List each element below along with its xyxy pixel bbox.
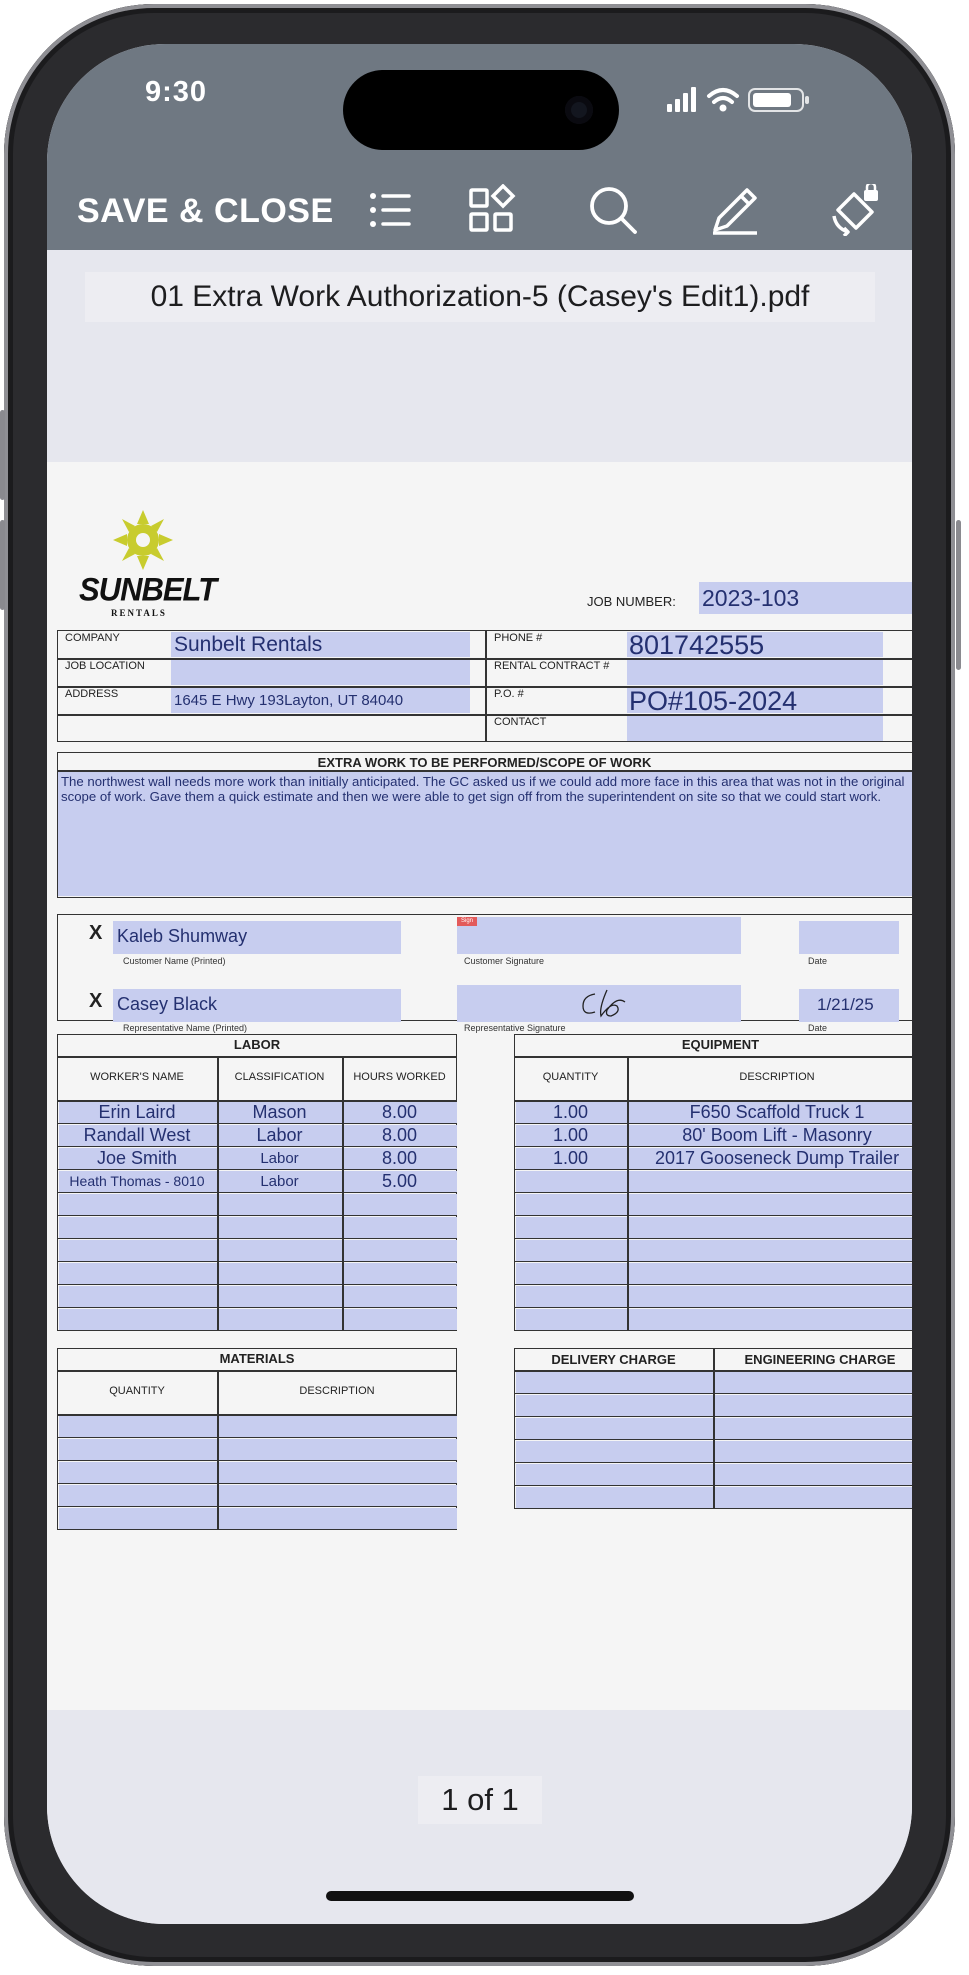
company-value: Sunbelt Rentals	[174, 633, 323, 656]
labor-cell-field[interactable]	[59, 1263, 218, 1285]
grid-add-icon[interactable]	[467, 184, 519, 236]
document-filename: 01 Extra Work Authorization-5 (Casey's Edit1).pdf	[85, 272, 875, 322]
labor-cell: Labor	[260, 1150, 299, 1167]
labor-cell: 8.00	[381, 1102, 418, 1122]
job-location-label: JOB LOCATION	[65, 660, 145, 672]
pencil-icon[interactable]	[709, 184, 761, 236]
labor-cell-field[interactable]	[59, 1286, 218, 1308]
equipment-cell-field[interactable]	[516, 1263, 628, 1285]
charges-cell-field[interactable]	[715, 1464, 913, 1486]
equipment-col-header: DESCRIPTION	[739, 1071, 815, 1083]
customer-x-mark: X	[89, 922, 103, 944]
labor-cell: Joe Smith	[96, 1148, 178, 1168]
power-button	[956, 520, 961, 670]
materials-cell-field[interactable]	[59, 1508, 218, 1530]
status-icons	[663, 84, 813, 114]
phone-value: 801742555	[629, 630, 765, 660]
customer-date-label: Date	[808, 956, 828, 966]
rep-name-value: Casey Black	[117, 994, 218, 1014]
charges-cell-field[interactable]	[516, 1395, 714, 1417]
materials-cell-field[interactable]	[59, 1439, 218, 1461]
equipment-cell-field[interactable]	[516, 1194, 628, 1216]
equipment-cell-field[interactable]	[516, 1240, 628, 1262]
labor-cell-field[interactable]	[219, 1286, 343, 1308]
equipment-cell-field[interactable]	[629, 1240, 913, 1262]
equipment-title: EQUIPMENT	[681, 1037, 760, 1052]
customer-date-field[interactable]	[799, 921, 899, 954]
equipment-cell-field[interactable]	[629, 1194, 913, 1216]
contact-field[interactable]	[627, 716, 883, 741]
labor-cell-field[interactable]	[219, 1240, 343, 1262]
save-close-button[interactable]: SAVE & CLOSE	[77, 192, 334, 230]
labor-cell: 5.00	[381, 1171, 418, 1191]
table-row-line	[514, 1330, 912, 1331]
equipment-cell: 1.00	[552, 1148, 589, 1168]
job-number-value: 2023-103	[702, 585, 800, 611]
equipment-cell: 80' Boom Lift - Masonry	[682, 1125, 872, 1145]
charges-cell-field[interactable]	[516, 1487, 714, 1509]
labor-cell-field[interactable]	[344, 1263, 458, 1285]
labor-cell: Labor	[260, 1173, 299, 1190]
materials-cell-field[interactable]	[59, 1462, 218, 1484]
charges-cell-field[interactable]	[715, 1418, 913, 1440]
labor-cell-field[interactable]	[59, 1309, 218, 1331]
labor-cell: Mason	[252, 1102, 307, 1122]
volume-up-button	[0, 410, 5, 500]
job-location-field[interactable]	[171, 660, 470, 685]
labor-cell-field[interactable]	[344, 1217, 458, 1239]
divider	[485, 630, 487, 742]
scope-title: EXTRA WORK TO BE PERFORMED/SCOPE OF WORK	[317, 755, 652, 770]
search-icon[interactable]	[587, 184, 639, 236]
screen	[47, 44, 912, 1924]
customer-signature-field[interactable]	[457, 917, 741, 954]
charges-cell-field[interactable]	[715, 1487, 913, 1509]
rep-signature-label: Representative Signature	[464, 1023, 566, 1033]
materials-cell-field[interactable]	[219, 1508, 458, 1530]
charges-cell-field[interactable]	[516, 1372, 714, 1394]
logo-wordmark: SUNBELT	[79, 571, 217, 608]
document-header	[47, 250, 912, 462]
labor-col-header: HOURS WORKED	[353, 1071, 446, 1083]
charges-cell-field[interactable]	[516, 1418, 714, 1440]
materials-cell-field[interactable]	[219, 1462, 458, 1484]
equipment-cell-field[interactable]	[629, 1286, 913, 1308]
divider	[57, 1056, 457, 1058]
charges-col-header: ENGINEERING CHARGE	[744, 1352, 896, 1367]
pdf-page	[47, 462, 912, 1710]
labor-cell-field[interactable]	[59, 1217, 218, 1239]
materials-title: MATERIALS	[219, 1351, 295, 1366]
labor-cell: 8.00	[381, 1125, 418, 1145]
rep-date-label: Date	[808, 1023, 828, 1033]
customer-signature-label: Customer Signature	[464, 956, 545, 966]
materials-col-header: DESCRIPTION	[299, 1385, 375, 1397]
camera-icon	[565, 96, 593, 124]
rep-x-mark: X	[89, 990, 103, 1012]
charges-cell-field[interactable]	[715, 1372, 913, 1394]
po-value: PO#105-2024	[629, 686, 798, 716]
labor-cell-field[interactable]	[344, 1286, 458, 1308]
labor-cell: Heath Thomas - 8010	[69, 1173, 205, 1189]
charges-cell-field[interactable]	[715, 1441, 913, 1463]
page-indicator: 1 of 1	[418, 1776, 542, 1824]
equipment-cell: F650 Scaffold Truck 1	[689, 1102, 865, 1122]
rep-name-label: Representative Name (Printed)	[123, 1023, 248, 1033]
divider	[514, 1056, 912, 1058]
labor-cell: Labor	[256, 1125, 303, 1145]
equipment-cell-field[interactable]	[516, 1171, 628, 1193]
volume-down-button	[0, 520, 5, 610]
rental-contract-field[interactable]	[627, 660, 883, 685]
labor-col-header: CLASSIFICATION	[234, 1071, 325, 1083]
signal-icon	[667, 87, 696, 112]
equipment-col-header: QUANTITY	[542, 1071, 599, 1083]
wifi-icon	[709, 90, 737, 102]
rotate-lock-icon[interactable]	[830, 184, 882, 236]
labor-cell-field[interactable]	[344, 1240, 458, 1262]
materials-cell-field[interactable]	[219, 1416, 458, 1438]
labor-cell-field[interactable]	[219, 1263, 343, 1285]
materials-cell-field[interactable]	[59, 1416, 218, 1438]
job-number-label: JOB NUMBER:	[587, 594, 676, 609]
dynamic-island	[343, 70, 619, 150]
equipment-cell: 2017 Gooseneck Dump Trailer	[654, 1148, 900, 1168]
labor-cell-field[interactable]	[59, 1240, 218, 1262]
labor-title: LABOR	[233, 1037, 281, 1052]
labor-cell: Erin Laird	[98, 1102, 176, 1122]
materials-cell-field[interactable]	[219, 1485, 458, 1507]
materials-cell-field[interactable]	[219, 1439, 458, 1461]
labor-cell-field[interactable]	[219, 1194, 343, 1216]
signature-image	[577, 986, 637, 1022]
table-row-line	[514, 1508, 912, 1509]
equipment-cell-field[interactable]	[629, 1171, 913, 1193]
equipment-cell-field[interactable]	[629, 1309, 913, 1331]
equipment-cell: 1.00	[552, 1102, 589, 1122]
customer-name-value: Kaleb Shumway	[117, 926, 248, 946]
phone-label: PHONE #	[494, 632, 543, 644]
battery-icon	[749, 89, 809, 111]
company-label: COMPANY	[65, 632, 120, 644]
table-row-line	[57, 1330, 457, 1331]
po-label: P.O. #	[494, 688, 524, 700]
customer-name-label: Customer Name (Printed)	[123, 956, 226, 966]
page-footer	[47, 1710, 912, 1924]
charges-cell-field[interactable]	[715, 1395, 913, 1417]
labor-cell-field[interactable]	[219, 1309, 343, 1331]
charges-cell-field[interactable]	[516, 1464, 714, 1486]
divider	[57, 1370, 457, 1372]
table-row-line	[57, 1529, 457, 1530]
logo-subtitle: RENTALS	[111, 608, 167, 618]
labor-cell-field[interactable]	[219, 1217, 343, 1239]
equipment-cell-field[interactable]	[516, 1309, 628, 1331]
labor-col-header: WORKER'S NAME	[90, 1071, 184, 1083]
labor-cell-field[interactable]	[344, 1194, 458, 1216]
materials-cell-field[interactable]	[59, 1485, 218, 1507]
equipment-cell-field[interactable]	[629, 1263, 913, 1285]
charges-col-header: DELIVERY CHARGE	[551, 1352, 676, 1367]
materials-col-header: QUANTITY	[109, 1385, 165, 1397]
labor-cell-field[interactable]	[344, 1309, 458, 1331]
rental-contract-label: RENTAL CONTRACT #	[494, 660, 610, 672]
labor-cell: Randall West	[83, 1125, 191, 1145]
equipment-cell-field[interactable]	[629, 1217, 913, 1239]
list-icon[interactable]	[365, 184, 417, 236]
home-indicator[interactable]	[326, 1891, 634, 1901]
equipment-cell: 1.00	[552, 1125, 589, 1145]
equipment-cell-field[interactable]	[516, 1217, 628, 1239]
toolbar	[47, 174, 912, 250]
status-time: 9:30	[145, 76, 208, 108]
contact-label: CONTACT	[494, 716, 547, 728]
address-label: ADDRESS	[65, 688, 119, 700]
rep-date-value: 1/21/25	[817, 995, 874, 1014]
status-bar	[47, 44, 912, 174]
sign-tag[interactable]: Sign	[457, 917, 477, 926]
equipment-cell-field[interactable]	[516, 1286, 628, 1308]
address-value: 1645 E Hwy 193Layton, UT 84040	[174, 692, 404, 709]
charges-cell-field[interactable]	[516, 1441, 714, 1463]
labor-cell: 8.00	[381, 1148, 418, 1168]
scope-text: The northwest wall needs more work than initially anticipated. The GC asked us if we could add more face in this area that was not in the original scope of work. Gave them a quick estimate and then we were able to get sign off from the superintendent on site so that we could start work.	[61, 774, 905, 804]
labor-cell-field[interactable]	[59, 1194, 218, 1216]
sunbelt-sun-icon	[113, 510, 173, 570]
